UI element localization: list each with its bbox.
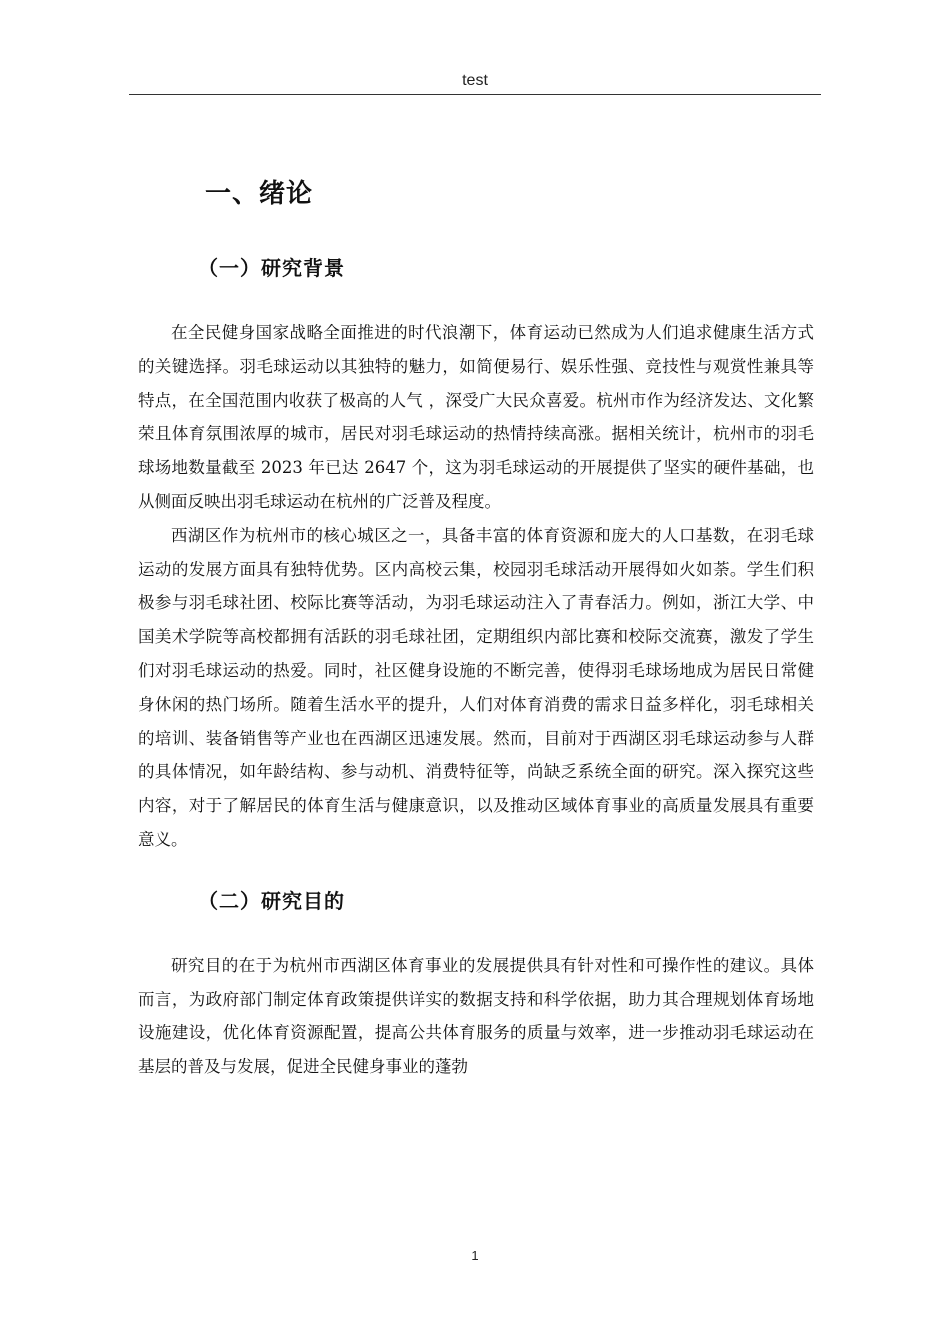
paragraph: 西湖区作为杭州市的核心城区之一，具备丰富的体育资源和庞大的人口基数，在羽毛球运动的发展方面具有独特优势。区内高校云集，校园羽毛球活动开展得如火如荼。学生们积极参与羽毛球社团、校际比赛等活动，为羽毛球运动注入了青春活力。例如，浙江大学、中国美术学院等高校都拥有活跃的羽毛球社团，定期组织内部比赛和校际交流赛，激发了学生们对羽毛球运动的热爱。同时，社区健身设施的不断完善，使得羽毛球场地成为居民日常健身休闲的热门场所。随着生活水平的提升，人们对体育消费的需求日益多样化，羽毛球相关的培训、装备销售等产业也在西湖区迅速发展。然而，目前对于西湖区羽毛球运动参与人群的具体情况，如年龄结构、参与动机、消费特征等，尚缺乏系统全面的研究。深入探究这些内容，对于了解居民的体育生活与健康意识，以及推动区域体育事业的高质量发展具有重要意义。 [138, 525, 814, 849]
chapter-title: 一、绪论 [205, 179, 314, 209]
section-title-background: （一）研究背景 [198, 256, 345, 280]
header-title: test [462, 72, 488, 89]
paragraph: 研究目的在于为杭州市西湖区体育事业的发展提供具有针对性和可操作性的建议。具体而言，为政府部门制定体育政策提供详实的数据支持和科学依据，助力其合理规划体育场地设施建设，优化体育资源配置，提高公共体育服务的质量与效率，进一步推动羽毛球运动在基层的普及与发展，促进全民健身事业的蓬勃 [138, 955, 814, 1077]
page-number: 1 [471, 1248, 479, 1263]
section-title-purpose: （二）研究目的 [198, 888, 345, 913]
paragraph: 在全民健身国家战略全面推进的时代浪潮下，体育运动已然成为人们追求健康生活方式的关键选择。羽毛球运动以其独特的魅力，如简便易行、娱乐性强、竞技性与观赏性兼具等特点，在全国范围内收获了极高的人气 ，深受广大民众喜爱。杭州市作为经济发达、文化繁荣且体育氛围浓厚的城市，居民对羽毛球运动的热情持续高涨。据相关统计，杭州市的羽毛球场地数量截至 2023 年已达 2647 个，这为羽毛球运动的开展提供了坚实的硬件基础，也从侧面反映出羽毛球运动在杭州的广泛普及程度。 [138, 323, 814, 511]
page-header [129, 70, 821, 95]
page-content [138, 164, 814, 1084]
